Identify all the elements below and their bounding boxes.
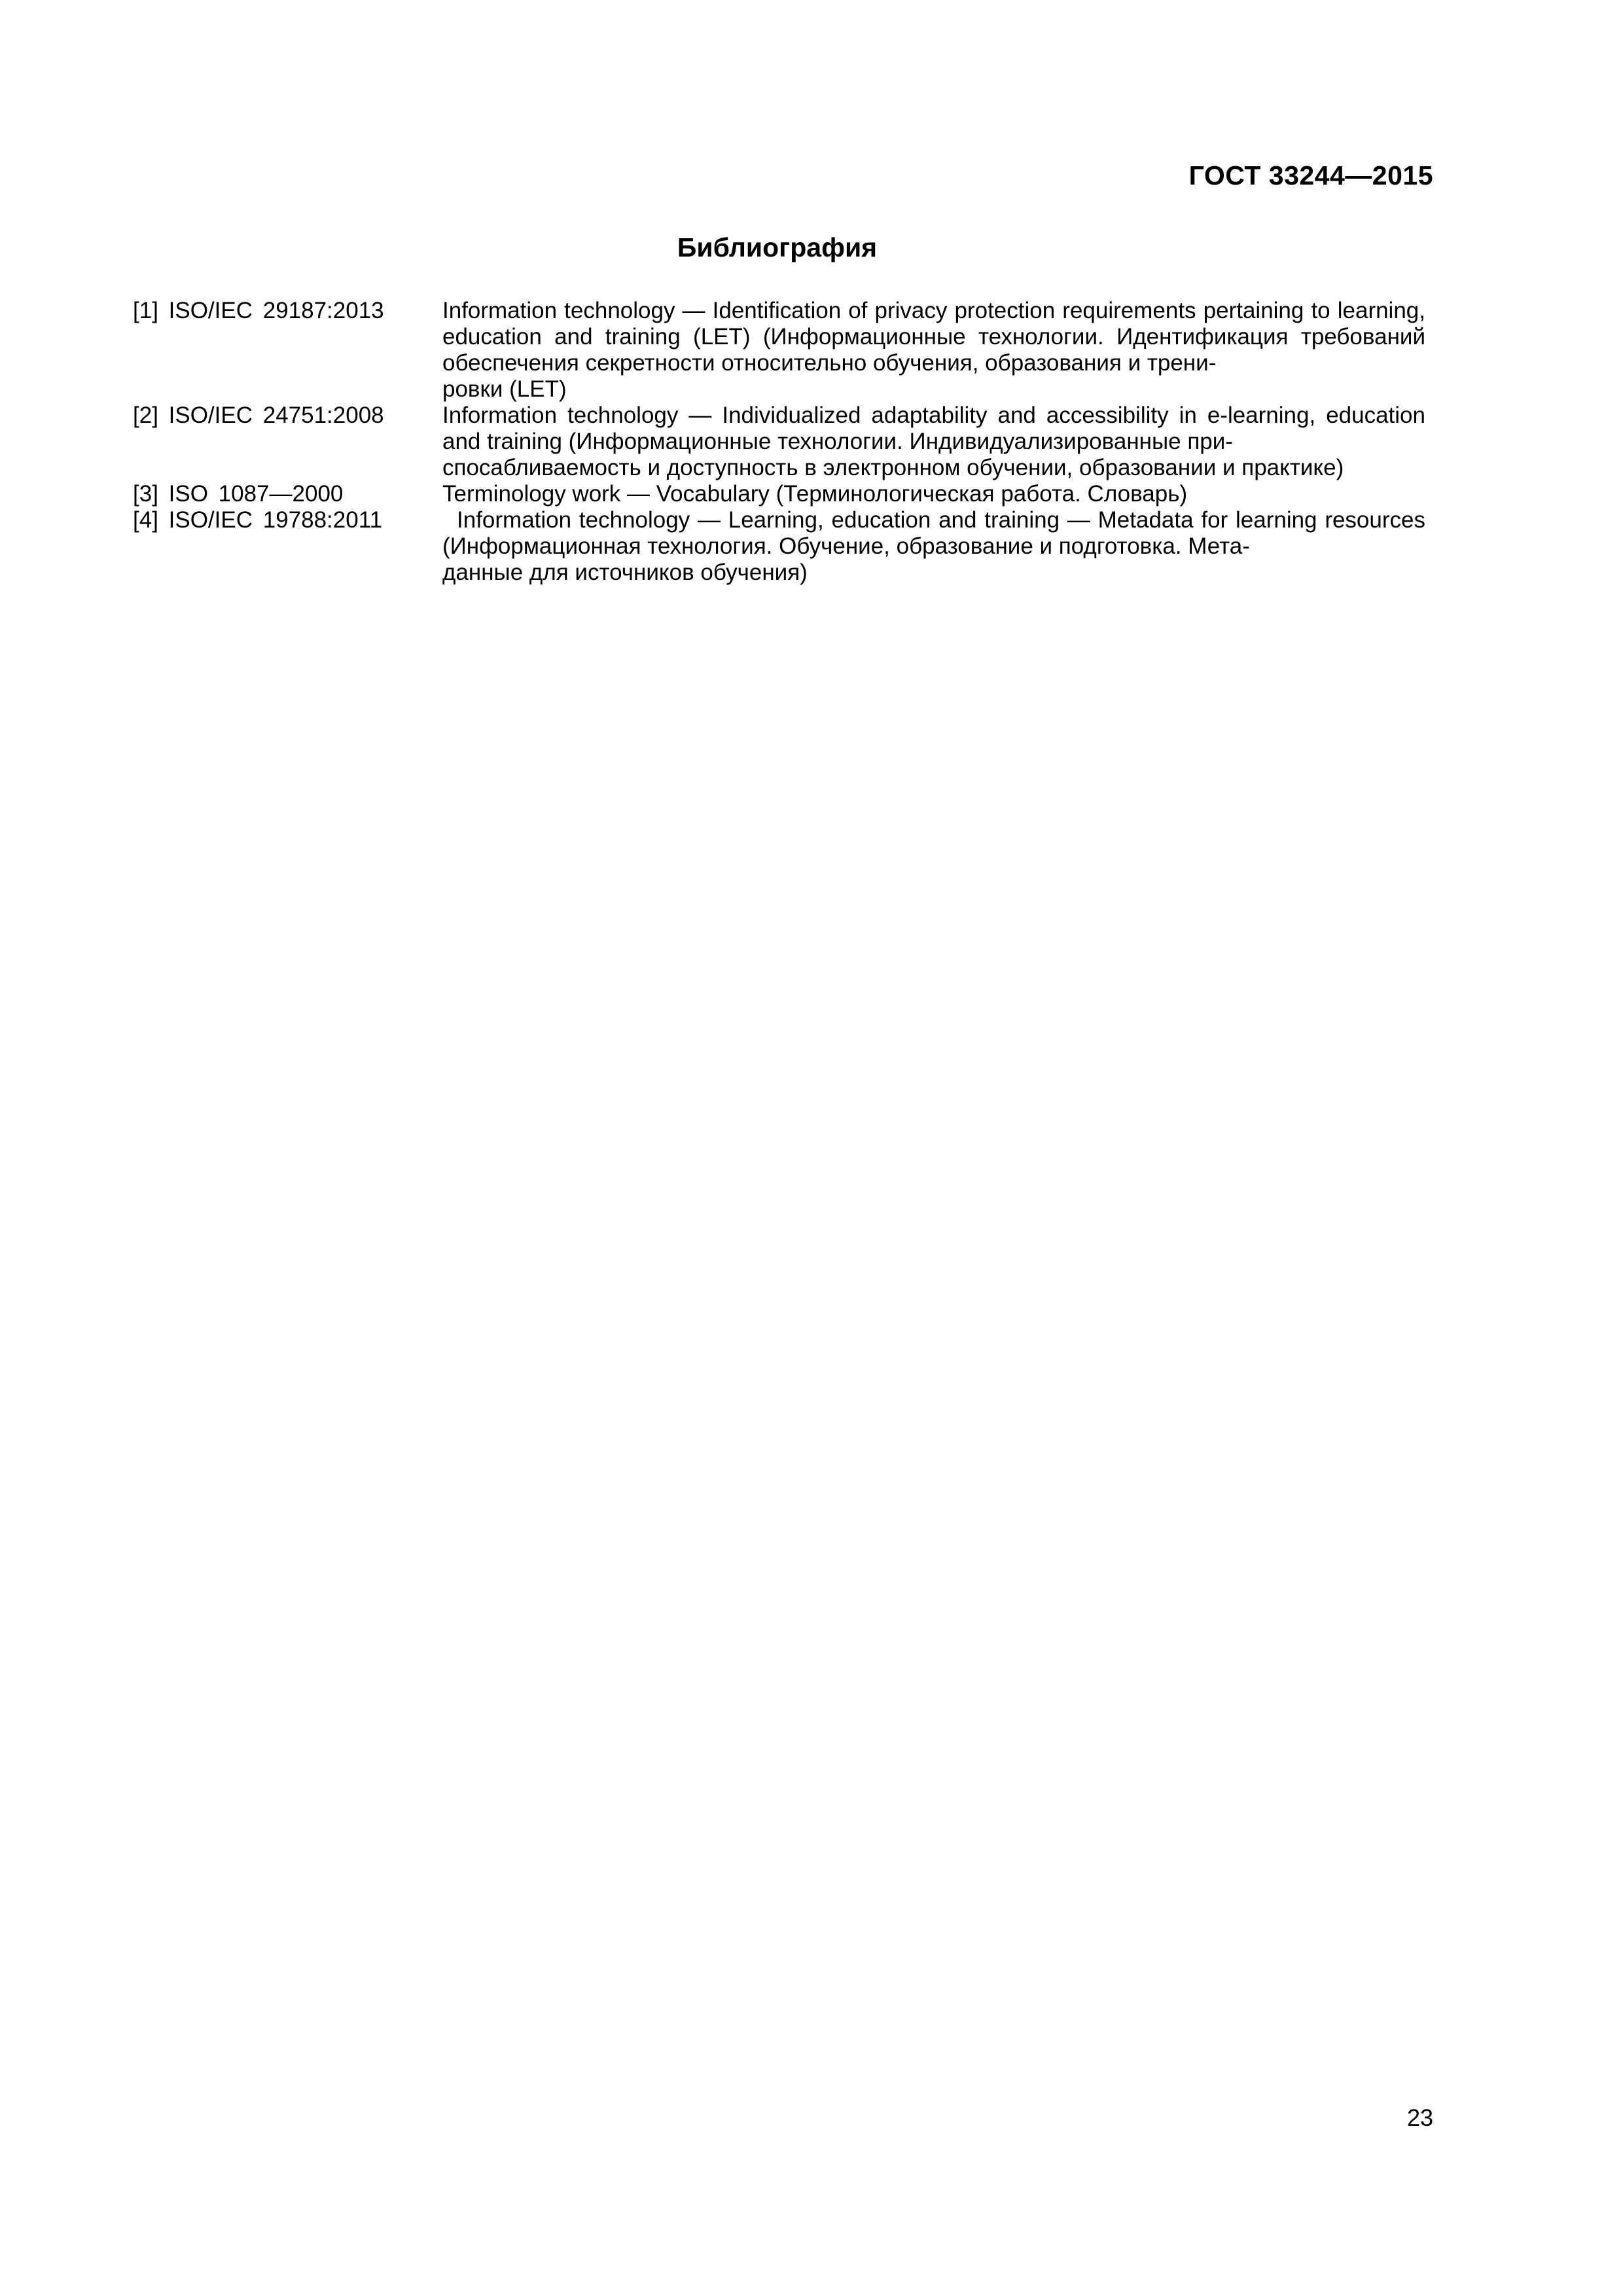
- bibliography-reference: [4] ISO/IEC 19788:2011: [133, 507, 383, 533]
- bibliography-description: Information technology — Learning, education and training — Metadata for learning resources (Информационная технология. Обучение, образование и подготовка. Мета- данные для источников обучения): [442, 507, 1425, 585]
- bibliography-description: Information technology — Identification of privacy protection requirements pertaining to learning, education and training (LET) (Информационные технологии. Идентификация требований обеспечения секретности относительно обучения, образования и трени- ровки (LET): [442, 298, 1425, 402]
- bibliography-entry: [133, 481, 1425, 507]
- bibliography-description: Terminology work — Vocabulary (Терминологическая работа. Словарь): [442, 481, 1188, 507]
- bibliography-reference: [1] ISO/IEC 29187:2013: [133, 298, 384, 323]
- bibliography-list: [133, 298, 1425, 586]
- bibliography-entry: [133, 298, 1425, 403]
- document-code: ГОСТ 33244—2015: [1188, 160, 1433, 190]
- bibliography-entry: [133, 507, 1425, 586]
- bibliography-description: Information technology — Individualized adaptability and accessibility in e-learning, education and training (Информационные технологии. Индивидуализированные при- спосабливаемость и доступность в электронном обучении, образовании и практике): [442, 403, 1425, 480]
- section-title: Библиография: [677, 232, 878, 262]
- bibliography-reference: [3] ISO 1087—2000: [133, 481, 344, 507]
- page-number: 23: [1406, 2104, 1433, 2131]
- bibliography-entry: [133, 403, 1425, 481]
- bibliography-reference: [2] ISO/IEC 24751:2008: [133, 403, 384, 428]
